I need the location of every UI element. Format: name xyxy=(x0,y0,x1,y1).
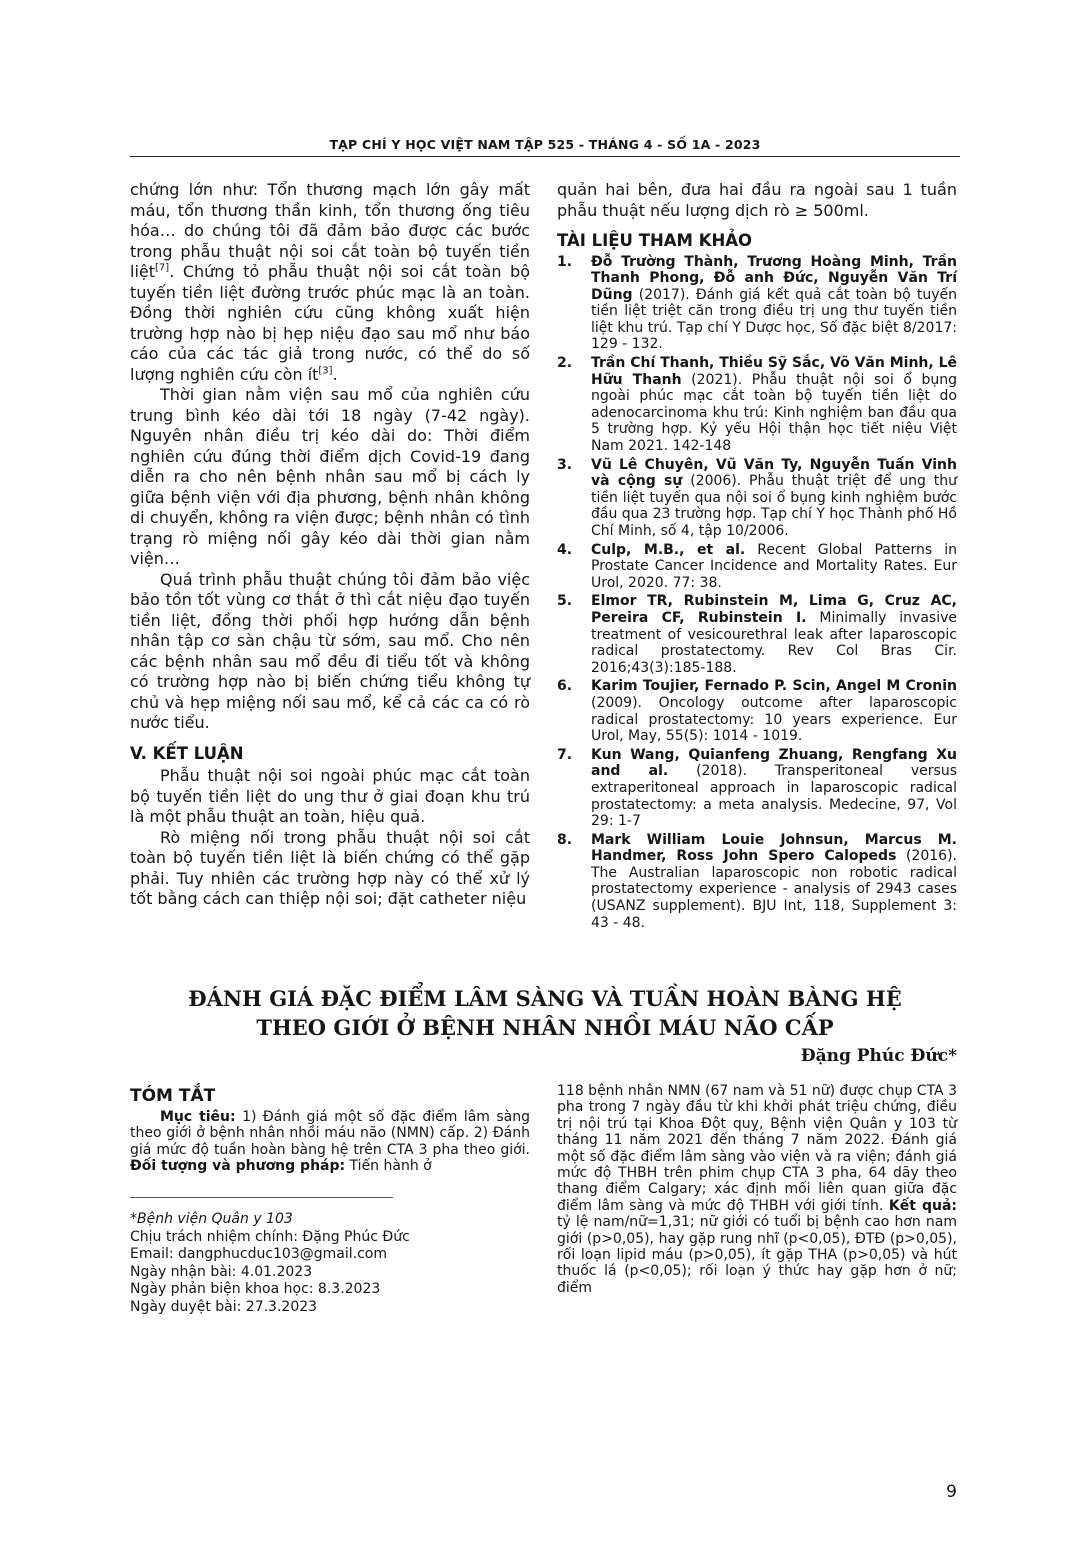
ref-number: 8. xyxy=(557,831,573,848)
reference-list xyxy=(557,254,957,932)
footnote-reviewed: Ngày phản biện khoa học: 8.3.2023 xyxy=(130,1281,381,1297)
ref-number: 7. xyxy=(557,746,573,763)
ref-details: (2016). The Australian laparoscopic non robotic radical prostatectomy experience - analysis of 2943 cases (USANZ supplement). BJU Int, 118, Supplement 3: 43 - 48. xyxy=(591,848,957,931)
footnote-rule xyxy=(130,1197,393,1198)
ref-number: 3. xyxy=(557,456,573,473)
label-methods: Đối tượng và phương pháp: xyxy=(130,1158,346,1175)
right-column xyxy=(557,180,957,933)
reference-item xyxy=(557,593,957,676)
abstract-text: 1) Đánh giá một số đặc điểm lâm sàng theo giới ở bệnh nhân nhồi máu não (NMN) cấp. 2) Đánh giá mức độ tuần hoàn bàng hệ trên CTA 3 pha theo giới. xyxy=(130,1109,531,1158)
paragraph-conclusion-1: Phẫu thuật nội soi ngoài phúc mạc cắt toàn bộ tuyến tiền liệt do ung thư ở giai đoạn khu trú là một phẫu thuật an toàn, hiệu quả. xyxy=(130,766,530,826)
references-heading: TÀI LIỆU THAM KHẢO xyxy=(557,231,753,250)
paragraph-hospital-stay: Thời gian nằm viện sau mổ của nghiên cứu trung bình kéo dài tới 18 ngày (7-42 ngày). Nguyên nhân điều trị kéo dài do: Thời điểm nghiên cứu đúng thời điểm dịch Covid-19 đang diễn ra cho nên bệnh nhân sau mổ bị cách ly giữa bệnh viện với địa phương, bệnh nhân không di chuyển, không ra viện được; bệnh nhân có tình trạng rò miệng nối gây kéo dài thời gian nằm viện… xyxy=(130,385,530,568)
abstract-heading: TÓM TẮT xyxy=(130,1086,216,1106)
reference-item xyxy=(557,832,957,932)
reference-item xyxy=(557,254,957,354)
abstract-text: Tiến hành ở xyxy=(345,1158,432,1175)
footnote-responsible: Chịu trách nhiệm chính: Đặng Phúc Đức xyxy=(130,1228,410,1245)
label-objectives: Mục tiêu: xyxy=(160,1109,236,1125)
header-rule xyxy=(130,156,960,157)
footnote-received: Ngày nhận bài: 4.01.2023 xyxy=(130,1263,313,1280)
ref-number: 2. xyxy=(557,355,573,372)
abstract-left xyxy=(130,1086,530,1175)
footnote-accepted: Ngày duyệt bài: 27.3.2023 xyxy=(130,1298,318,1315)
reference-item xyxy=(557,355,957,455)
ref-number: 4. xyxy=(557,541,573,558)
reference-item xyxy=(557,457,957,540)
reference-item xyxy=(557,678,957,744)
ref-details: Recent Global Patterns in Prostate Cancer Incidence and Mortality Rates. Eur Urol, 2020. 77: 38. xyxy=(591,541,957,591)
citation-ref: [3] xyxy=(318,365,333,377)
abstract-objectives xyxy=(130,1109,530,1175)
ref-authors: Karim Toujier, Fernado P. Scin, Angel M Cronin xyxy=(591,678,957,695)
para-text: chứng lớn như: Tổn thương mạch lớn gây mất máu, tổn thương thần kinh, tổn thương ống tiêu hóa… do chúng tôi đã đảm bảo được các bước trong phẫu thuật nội soi cắt toàn bộ tuyến tiền liệt xyxy=(130,180,530,281)
ref-details: (2006). Phẫu thuật triệt để ung thư tiền liệt tuyến qua nội soi ổ bụng kinh nghiệm bước đầu qua 23 trường hợp. Tạp chí Y học Thành phố Hồ Chí Minh, số 4, tập 10/2006. xyxy=(591,473,957,539)
para-text: . Chứng tỏ phẫu thuật nội soi cắt toàn bộ tuyến tiền liệt đường trước phúc mạc là an toàn. Đồng thời nghiên cứu cũng không xuất hiện trường hợp nào bị hẹp niệu đạo sau mổ như báo cáo của các tác giả trong nước, có thể do số lượng nghiên cứu còn ít xyxy=(130,262,530,384)
ref-details: (2009). Oncology outcome after laparoscopic radical prostatectomy: 10 years experience. Eur Urol, May, 55(5): 1014 - 1019. xyxy=(591,694,957,745)
ref-details: (2018). Transperitoneal versus extraperitoneal approach in laparoscopic radical prostatectomy: a meta analysis. Medecine, 97, Vol 29: 1-7 xyxy=(591,763,957,830)
left-column xyxy=(130,180,530,910)
citation-ref: [7] xyxy=(155,262,170,274)
paragraph-complications xyxy=(130,180,530,385)
ref-authors: Đỗ Trường Thành, Trương Hoàng Minh, Trần Thanh Phong, Đỗ anh Đức, Nguyễn Văn Trí Dũng xyxy=(591,253,957,303)
ref-authors: Trần Chí Thanh, Thiều Sỹ Sắc, Võ Văn Minh, Lê Hữu Thanh xyxy=(591,355,957,388)
ref-details: (2017). Đánh giá kết quả cắt toàn bộ tuyến tiền liệt triệt căn trong điều trị ung thư tuyến tiền liệt khu trú. Tạp chí Y Dược học, Số đặc biệt 8/2017: 129 - 132. xyxy=(591,286,957,353)
footnote-block xyxy=(130,1211,530,1316)
paragraph-conclusion-2: Rò miệng nối trong phẫu thuật nội soi cắt toàn bộ tuyến tiền liệt là biến chứng có thể gặp phải. Tuy nhiên các trường hợp này có thể xử lý tốt bằng cách can thiệp nội soi; đặt catheter niệu xyxy=(130,827,530,908)
article-author: Đặng Phúc Đức* xyxy=(800,1046,957,1066)
footnote-email: Email: dangphucduc103@gmail.com xyxy=(130,1246,387,1262)
title-line-1: ĐÁNH GIÁ ĐẶC ĐIỂM LÂM SÀNG VÀ TUẦN HOÀN BÀNG HỆ xyxy=(188,986,902,1011)
ref-authors: Vũ Lê Chuyên, Vũ Văn Ty, Nguyễn Tuấn Vinh và cộng sự xyxy=(591,456,957,490)
page-number: 9 xyxy=(946,1482,957,1502)
label-results: Kết quả: xyxy=(888,1197,957,1214)
abstract-text: tỷ lệ nam/nữ=1,31; nữ giới có tuổi bị bệnh cao hơn nam giới (p>0,05), hay gặp rung nhĩ (p<0,05), ĐTĐ (p>0,05), rối loạn lipid máu (p>0,05), ít gặp THA (p>0,05) và hút thuốc lá (p<0,05); rối loạn ý thức hay gặp hơn ở nữ; điểm xyxy=(557,1214,957,1296)
section-heading-conclusion: V. KẾT LUẬN xyxy=(130,743,244,763)
footnote-affiliation: *Bệnh viện Quân y 103 xyxy=(130,1211,293,1227)
abstract-right xyxy=(557,1083,957,1296)
ref-details: (2021). Phẫu thuật nội soi ổ bụng ngoài phúc mạc cắt toàn bộ tuyến tiền liệt do adenocarcinoma khu trú: Kinh nghiệm ban đầu qua 5 trường hợp. Kỷ yếu Hội thận học tiết niệu Việt Nam 2021. 142-148 xyxy=(591,371,958,455)
paragraph-sphincter: Quá trình phẫu thuật chúng tôi đảm bảo việc bảo tồn tốt vùng cơ thắt ở thì cắt niệu đạo tuyến tiền liệt, đồng thời phối hợp hướng dẫn bệnh nhân tập cơ sàn chậu từ sớm, sau mổ. Cho nên các bệnh nhân sau mổ đều đi tiểu tốt và không có trường hợp nào bị biến chứng tiểu không tự chủ và hẹp miệng nối sau mổ, kể cả các ca có rò nước tiểu. xyxy=(130,569,530,732)
reference-item xyxy=(557,542,957,592)
ref-authors: Culp, M.B., et al. xyxy=(591,541,746,558)
journal-header: TẠP CHÍ Y HỌC VIỆT NAM TẬP 525 - THÁNG 4 - SỐ 1A - 2023 xyxy=(329,137,761,152)
abstract-text: 118 bệnh nhân NMN (67 nam và 51 nữ) được chụp CTA 3 pha trong 7 ngày đầu từ khi khởi phát triệu chứng, điều trị nội trú tại Khoa Đột quỵ, Bệnh viện Quân y 103 từ tháng 11 năm 2021 đến tháng 7 năm 2022. Đánh giá một số đặc điểm lâm sàng vào viện và ra viện; đánh giá mức độ THBH trên phim chụp CTA 3 pha, 64 dãy theo thang điểm Calgary; xác định mối liên quan giữa đặc điểm lâm sàng và mức độ THBH với giới tính. xyxy=(557,1083,957,1214)
ref-authors: Mark William Louie Johnsun, Marcus M. Handmer, Ross John Spero Calopeds xyxy=(591,831,957,865)
abstract-continued xyxy=(557,1083,957,1296)
para-text: . xyxy=(332,364,338,384)
article-title xyxy=(130,984,960,1042)
ref-details: Minimally invasive treatment of vesicourethral leak after laparoscopic radical prostatectomy. Rev Col Bras Cir. 2016;43(3):185-188. xyxy=(591,609,957,676)
paragraph-continued: quản hai bên, đưa hai đầu ra ngoài sau 1 tuần phẫu thuật nếu lượng dịch rò ≥ 500ml. xyxy=(557,180,957,220)
ref-authors: Kun Wang, Quianfeng Zhuang, Rengfang Xu and al. xyxy=(591,746,957,780)
ref-number: 5. xyxy=(557,593,573,610)
ref-authors: Elmor TR, Rubinstein M, Lima G, Cruz AC, Pereira CF, Rubinstein I. xyxy=(591,593,957,626)
ref-number: 6. xyxy=(557,678,573,695)
ref-number: 1. xyxy=(557,253,573,270)
reference-item xyxy=(557,747,957,830)
title-line-2: THEO GIỚI Ở BỆNH NHÂN NHỒI MÁU NÃO CẤP xyxy=(256,1015,834,1040)
